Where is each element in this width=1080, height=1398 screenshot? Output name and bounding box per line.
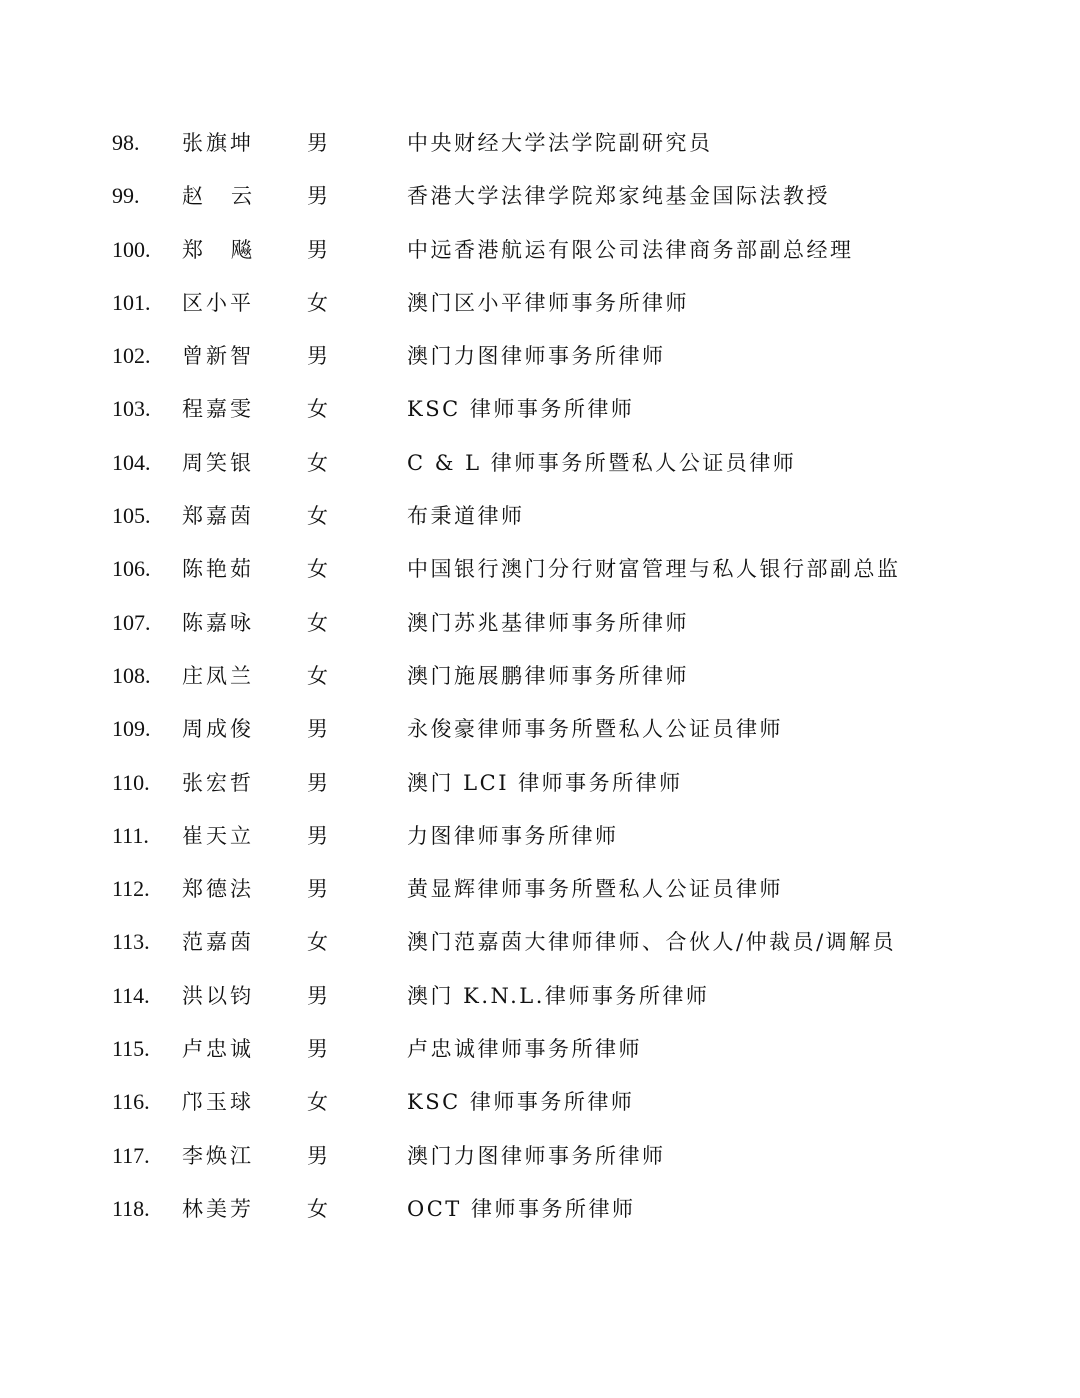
entry-affiliation: 力图律师事务所律师 — [407, 823, 619, 848]
entry-gender: 男 — [307, 1143, 328, 1168]
entry-number: 117. — [112, 1142, 150, 1168]
entry-gender: 男 — [307, 184, 328, 209]
entry-gender: 男 — [307, 983, 328, 1008]
entry-gender: 女 — [307, 504, 328, 529]
entry-name: 林美芳 — [182, 1196, 254, 1221]
entry-name: 陈嘉咏 — [182, 610, 254, 635]
entry-gender: 男 — [307, 770, 328, 795]
entry-gender: 女 — [307, 1196, 328, 1221]
entry-name: 周成俊 — [182, 717, 254, 742]
list-item — [0, 712, 1080, 765]
entry-gender: 女 — [307, 1090, 328, 1115]
entry-number: 107. — [112, 609, 151, 635]
entry-name: 邝玉球 — [182, 1090, 254, 1115]
entry-gender: 女 — [307, 397, 328, 422]
list-item — [0, 872, 1080, 925]
entry-name: 李焕江 — [182, 1143, 254, 1168]
entry-name: 张旗坤 — [182, 131, 254, 155]
list-item — [0, 499, 1080, 552]
entry-name: 区小平 — [182, 290, 254, 315]
entry-number: 100. — [112, 236, 151, 262]
entry-number: 98. — [112, 130, 140, 155]
entry-affiliation: OCT 律师事务所律师 — [407, 1196, 636, 1221]
entry-name: 范嘉茵 — [182, 930, 254, 955]
list-item — [0, 233, 1080, 286]
list-item — [0, 339, 1080, 392]
entry-name: 郑飚 — [182, 237, 280, 262]
entry-name: 崔天立 — [182, 823, 254, 848]
entry-name: 赵云 — [182, 184, 280, 209]
entry-name: 陈艳茹 — [182, 557, 254, 582]
entry-number: 101. — [112, 289, 151, 315]
entry-gender: 女 — [307, 290, 328, 315]
entry-affiliation: 中远香港航运有限公司法律商务部副总经理 — [407, 237, 854, 262]
entry-gender: 女 — [307, 930, 328, 955]
entry-affiliation: 布秉道律师 — [407, 504, 525, 529]
entry-name: 庄凤兰 — [182, 663, 254, 688]
list-item — [0, 1192, 1080, 1245]
entry-gender: 男 — [307, 344, 328, 369]
entry-number: 99. — [112, 183, 140, 209]
entry-name: 张宏哲 — [182, 770, 254, 795]
list-item — [0, 659, 1080, 712]
entry-affiliation: 澳门施展鹏律师事务所律师 — [407, 663, 689, 688]
entry-name: 郑德法 — [182, 877, 254, 902]
entry-affiliation: KSC 律师事务所律师 — [407, 1090, 635, 1115]
entry-gender: 男 — [307, 237, 328, 262]
entry-gender: 女 — [307, 557, 328, 582]
list-item — [0, 1085, 1080, 1138]
entry-number: 109. — [112, 716, 151, 742]
entry-gender: 女 — [307, 450, 328, 475]
list-item — [0, 766, 1080, 819]
entry-gender: 男 — [307, 823, 328, 848]
entry-number: 110. — [112, 769, 150, 795]
entry-affiliation: 澳门力图律师事务所律师 — [407, 1143, 666, 1168]
list-item — [0, 286, 1080, 339]
entry-affiliation: 黄显辉律师事务所暨私人公证员律师 — [407, 877, 783, 902]
entry-affiliation: 澳门苏兆基律师事务所律师 — [407, 610, 689, 635]
entry-number: 114. — [112, 982, 150, 1008]
entry-affiliation: 澳门区小平律师事务所律师 — [407, 290, 689, 315]
entry-number: 106. — [112, 556, 151, 582]
list-item — [0, 126, 1080, 179]
entry-name: 程嘉雯 — [182, 397, 254, 422]
entry-affiliation: KSC 律师事务所律师 — [407, 397, 635, 422]
entry-affiliation: 澳门力图律师事务所律师 — [407, 344, 666, 369]
entry-gender: 男 — [307, 1037, 328, 1062]
list-item — [0, 979, 1080, 1032]
entry-name: 曾新智 — [182, 344, 254, 369]
entry-name: 卢忠诚 — [182, 1037, 254, 1062]
entry-number: 108. — [112, 662, 151, 688]
list-item — [0, 1032, 1080, 1085]
entry-affiliation: 中央财经大学法学院副研究员 — [407, 131, 713, 155]
entry-number: 113. — [112, 929, 150, 955]
entry-number: 115. — [112, 1036, 150, 1062]
entry-gender: 女 — [307, 610, 328, 635]
entry-number: 103. — [112, 396, 151, 422]
entry-gender: 男 — [307, 877, 328, 902]
entry-name: 郑嘉茵 — [182, 504, 254, 529]
list-item — [0, 606, 1080, 659]
member-list — [0, 126, 1080, 1245]
entry-gender: 女 — [307, 663, 328, 688]
entry-number: 116. — [112, 1089, 150, 1115]
entry-gender: 男 — [307, 131, 328, 155]
list-item — [0, 446, 1080, 499]
entry-affiliation: 中国银行澳门分行财富管理与私人银行部副总监 — [407, 557, 901, 582]
entry-affiliation: 澳门 LCI 律师事务所律师 — [407, 770, 683, 795]
entry-gender: 男 — [307, 717, 328, 742]
list-item — [0, 552, 1080, 605]
entry-name: 周笑银 — [182, 450, 254, 475]
list-item — [0, 819, 1080, 872]
entry-number: 104. — [112, 449, 151, 475]
entry-affiliation: 澳门范嘉茵大律师律师、合伙人/仲裁员/调解员 — [407, 930, 897, 955]
list-item — [0, 1139, 1080, 1192]
entry-affiliation: 澳门 K.N.L.律师事务所律师 — [407, 983, 710, 1008]
entry-affiliation: C & L 律师事务所暨私人公证员律师 — [407, 450, 797, 475]
list-item — [0, 392, 1080, 445]
entry-affiliation: 香港大学法律学院郑家纯基金国际法教授 — [407, 184, 830, 209]
entry-number: 102. — [112, 343, 151, 369]
entry-number: 118. — [112, 1195, 150, 1221]
entry-number: 105. — [112, 503, 151, 529]
entry-affiliation: 卢忠诚律师事务所律师 — [407, 1037, 642, 1062]
list-item — [0, 925, 1080, 978]
entry-number: 111. — [112, 822, 149, 848]
entry-number: 112. — [112, 876, 150, 902]
list-item — [0, 179, 1080, 232]
entry-affiliation: 永俊豪律师事务所暨私人公证员律师 — [407, 717, 783, 742]
entry-name: 洪以钧 — [182, 983, 254, 1008]
